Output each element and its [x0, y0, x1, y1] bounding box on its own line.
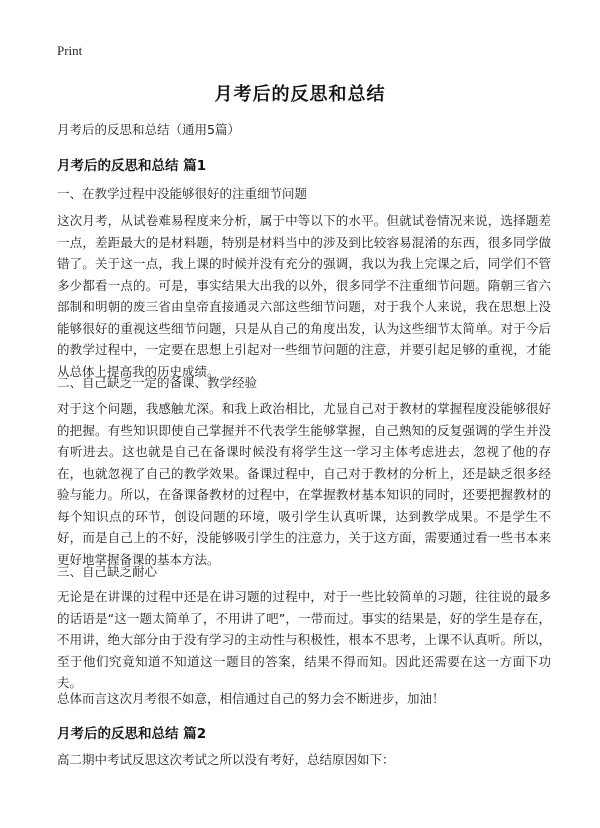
- subheading-1-1: 一、在教学过程中没能够很好的注重细节问题: [57, 186, 308, 201]
- subheading-1-3: 三、自己缺乏耐心: [57, 564, 158, 579]
- document-subtitle: 月考后的反思和总结（通用5篇）: [57, 122, 240, 137]
- page-title: 月考后的反思和总结: [214, 84, 386, 105]
- section-heading-2: 月考后的反思和总结 篇2: [57, 726, 207, 742]
- section-heading-1: 月考后的反思和总结 篇1: [57, 158, 207, 174]
- paragraph-2-intro: 高二期中考试反思这次考试之所以没有考好，总结原因如下：: [57, 752, 395, 767]
- paragraph-1-1: 这次月考，从试卷难易程度来分析，属于中等以下的水平。但就试卷情况来说，选择题差一点，差距最大的是材料题，特别是材料当中的涉及到比较容易混淆的东西，很多同学做错了。关于这一点，我上课的时候并没有充分的强调，我以为我上完课之后，同学们不管多少都看一点的。可是，事实结果大出我的以外，很多同学不注重细节问题。隋朝三省六部制和明朝的废三省由皇帝直接通灵六部这些细节问题，对于我个人来说，我在思想上没能够很好的重视这些细节问题，只是从自己的角度出发，认为这些细节太简单。对于今后的教学过程中，一定要在思想上引起对一些细节问题的注意，并要引起足够的重视，才能从总体上提高我的历史成绩。: [57, 213, 551, 379]
- closing-paragraph: 总体而言这次月考很不如意，相信通过自己的努力会不断进步，加油！: [57, 691, 445, 706]
- subheading-1-2: 二、自己缺乏一定的备课、教学经验: [57, 375, 258, 390]
- paragraph-1-2: 对于这个问题，我感触尤深。和我上政治相比，尤显自己对于教材的掌握程度没能够很好的把握。有些知识即使自己掌握并不代表学生能够掌握，自己熟知的反复强调的学生并没有听进去。这也就是自己在备课时候没有将学生这一学习主体考虑进去，忽视了他的存在，也就忽视了自己的教学效果。备课过程中，自己对于教材的分析上，还是缺乏很多经验与能力。所以，在备课备教材的过程中，在掌握教材基本知识的同时，还要把握教材的每个知识点的环节，创设问题的环境，吸引学生认真听课，达到教学成果。不是学生不好，而是自己上的不好，没能够吸引学生的注意力，关于这方面，需要通过看一些书本来更好地掌握备课的基本方法。: [57, 401, 551, 567]
- paragraph-1-3: 无论是在讲课的过程中还是在讲习题的过程中，对于一些比较简单的习题，往往说的最多的话语是“这一题太简单了，不用讲了吧”，一带而过。事实的结果是，好的学生是存在，不用讲，绝大部分由于没有学习的主动性与积极性，根本不思考，上课不认真听。所以，至于他们究竟知道不知道这一题目的答案，结果不得而知。因此还需要在这一方面下功夫。: [57, 589, 551, 690]
- print-label[interactable]: Print: [57, 43, 83, 58]
